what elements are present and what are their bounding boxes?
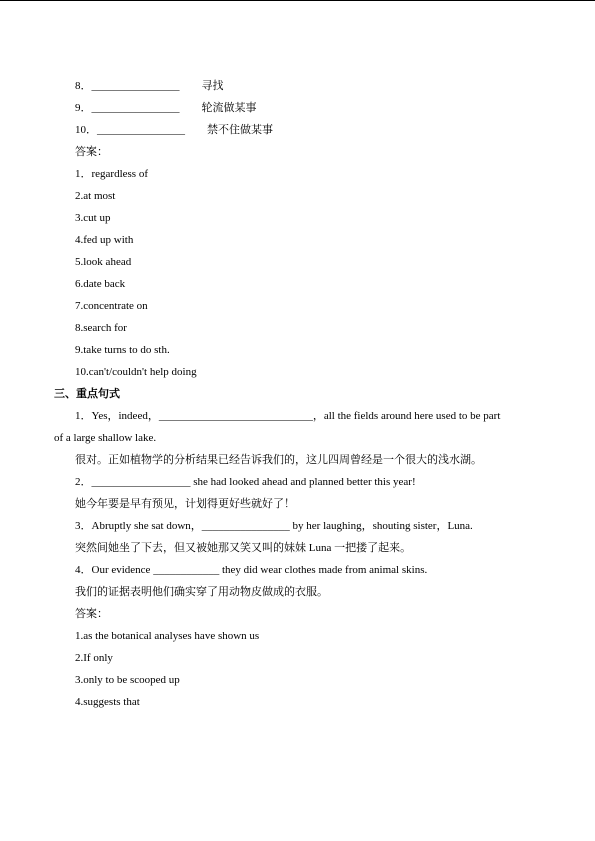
vocab-item-8: 8．________________ 寻找 <box>75 80 224 92</box>
sentence-2-translation: 她今年要是早有预见，计划得更好些就好了！ <box>75 498 295 510</box>
sentence-4: 4．Our evidence ____________ they did wear clothes made from animal skins. <box>75 564 428 576</box>
sentence-answer-3: 3.only to be scooped up <box>75 674 180 686</box>
vocab-answer-10: 10.can't/couldn't help doing <box>75 366 197 378</box>
top-border-line <box>0 0 595 1</box>
vocab-answer-1: 1．regardless of <box>75 168 149 180</box>
sentence-4-translation: 我们的证据表明他们确实穿了用动物皮做成的衣服。 <box>75 586 328 598</box>
vocab-answer-7: 7.concentrate on <box>75 300 148 312</box>
sentence-answer-4: 4.suggests that <box>75 696 140 708</box>
answer-label: 答案： <box>75 146 108 158</box>
sentence-2: 2．__________________ she had looked ahead and planned better this year! <box>75 476 416 488</box>
sentence-3-translation: 突然间她坐了下去，但又被她那又笑又叫的妹妹 Luna 一把搂了起来。 <box>75 542 412 554</box>
vocab-item-10: 10．________________ 禁不住做某事 <box>75 124 273 136</box>
sentence-1-translation: 很对。正如植物学的分析结果已经告诉我们的，这儿四周曾经是一个很大的浅水湖。 <box>75 454 482 466</box>
vocab-answer-4: 4.fed up with <box>75 234 134 246</box>
vocab-answer-3: 3.cut up <box>75 212 111 224</box>
vocab-item-9: 9．________________ 轮流做某事 <box>75 102 257 114</box>
vocab-answer-9: 9.take turns to do sth. <box>75 344 170 356</box>
sentence-answer-2: 2.If only <box>75 652 113 664</box>
vocab-answer-5: 5.look ahead <box>75 256 132 268</box>
vocab-answer-6: 6.date back <box>75 278 126 290</box>
vocab-answer-2: 2.at most <box>75 190 116 202</box>
answer-label-2: 答案： <box>75 608 108 620</box>
sentence-1-line-1: 1．Yes，indeed，____________________________，all the fields around here used to be part <box>75 410 501 422</box>
sentence-answer-1: 1.as the botanical analyses have shown us <box>75 630 260 642</box>
vocab-answer-8: 8.search for <box>75 322 127 334</box>
sentence-1-line-2: of a large shallow lake. <box>54 432 157 444</box>
section-title: 三、重点句式 <box>54 388 120 400</box>
sentence-3: 3．Abruptly she sat down，________________ by her laughing，shouting sister，Luna. <box>75 520 473 532</box>
